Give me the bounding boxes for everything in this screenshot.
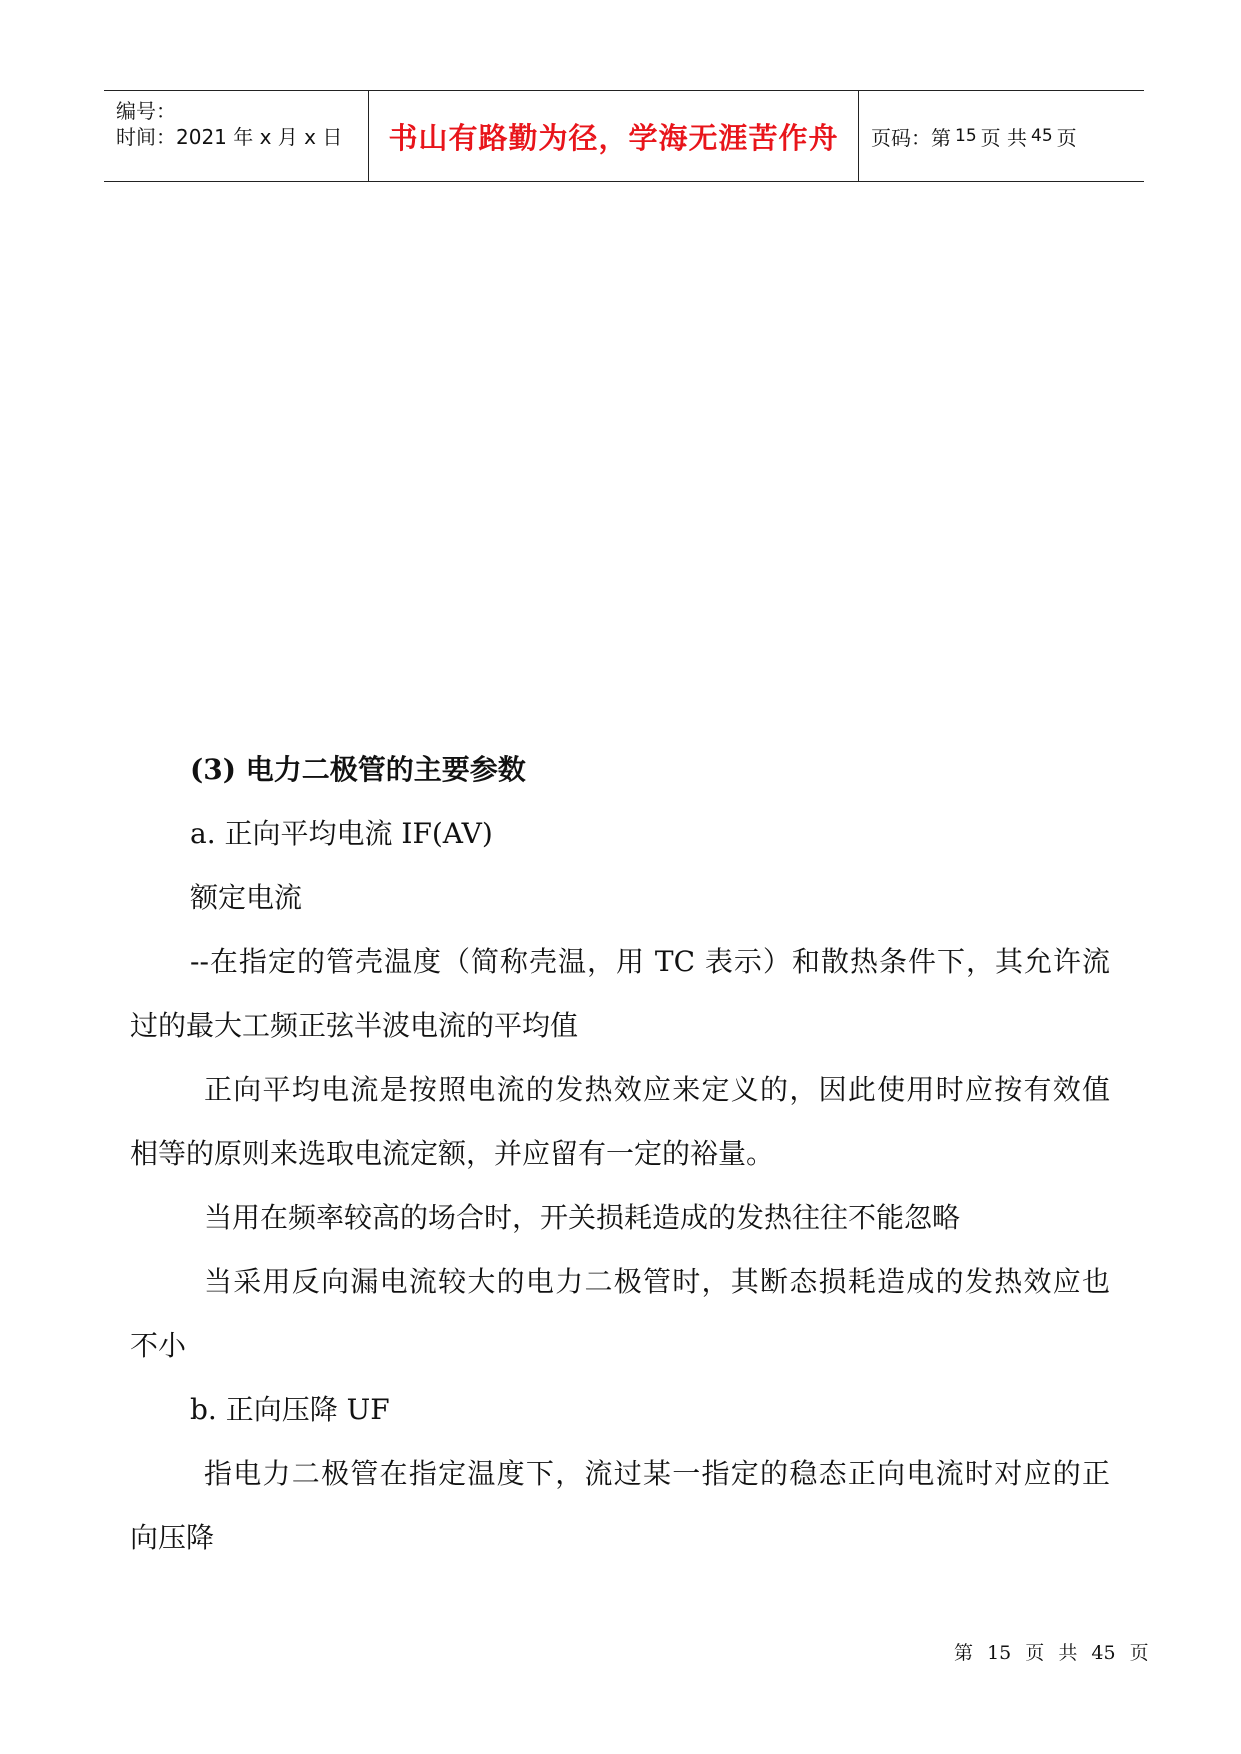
rated-current-label: 额定电流 (190, 881, 303, 914)
footer-prefix: 第 (954, 1642, 974, 1664)
section-heading: (3) 电力二极管的主要参数 (190, 753, 526, 786)
footer-total-pages: 45 (1091, 1642, 1116, 1664)
paragraph-4-line-1: 指电力二极管在指定温度下，流过某一指定的稳态正向电流时对应的正 (204, 1457, 1110, 1490)
date-label: 时间：2021 年 x 月 x 日 (116, 125, 343, 149)
item-a-title: a. 正向平均电流 IF(AV) (190, 817, 493, 850)
paragraph-2: 当用在频率较高的场合时，开关损耗造成的发热往往不能忽略 (204, 1201, 961, 1234)
paragraph-1-line-1: 正向平均电流是按照电流的发热效应来定义的，因此使用时应按有效值 (204, 1073, 1110, 1106)
paragraph-1-line-2: 相等的原则来选取电流定额，并应留有一定的裕量。 (130, 1137, 775, 1170)
page-footer (950, 1638, 1153, 1665)
motto-text: 书山有路勤为径，学海无涯苦作舟 (388, 120, 839, 155)
page-current: 15 (955, 126, 977, 146)
definition-line-2: 过的最大工频正弦半波电流的平均值 (130, 1009, 579, 1042)
item-b-title: b. 正向压降 UF (190, 1393, 390, 1426)
paragraph-3-line-2: 不小 (130, 1329, 187, 1362)
header-page-cell (859, 91, 1144, 181)
document-header (104, 90, 1144, 182)
footer-mid1: 页 (1025, 1642, 1045, 1664)
footer-mid2: 共 (1058, 1642, 1078, 1664)
page-total: 45 (1031, 126, 1053, 146)
page-prefix: 页码：第 (871, 125, 951, 150)
footer-current-page: 15 (987, 1642, 1012, 1664)
serial-number-label: 编号： (116, 99, 176, 123)
header-info-cell (104, 91, 369, 181)
page-suffix: 页 (1056, 125, 1077, 150)
paragraph-4-line-2: 向压降 (130, 1521, 215, 1554)
page-mid: 页 共 (980, 125, 1027, 150)
header-motto-cell (369, 91, 859, 181)
paragraph-3-line-1: 当采用反向漏电流较大的电力二极管时，其断态损耗造成的发热效应也 (204, 1265, 1110, 1298)
footer-suffix: 页 (1129, 1642, 1149, 1664)
definition-line-1: --在指定的管壳温度（简称壳温，用 TC 表示）和散热条件下，其允许流 (190, 945, 1110, 978)
